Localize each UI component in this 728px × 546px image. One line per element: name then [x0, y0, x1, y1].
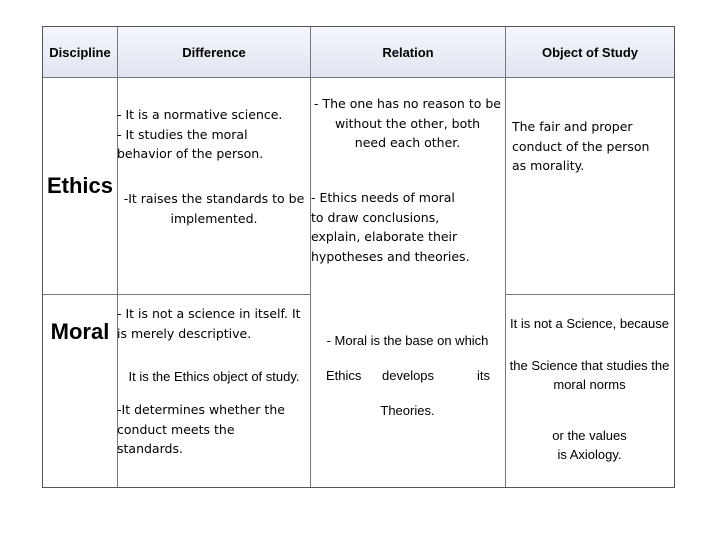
moral-object-text: or the values is Axiology. — [552, 428, 627, 462]
ethics-difference-text: -It raises the standards to be implemented. — [123, 191, 305, 226]
relation-word: its — [477, 368, 490, 383]
header-object-of-study: Object of Study — [506, 27, 674, 78]
ethics-object-text: The fair and proper conduct of the person as morality. — [512, 119, 650, 173]
moral-object-text: the Science that studies the moral norms — [509, 358, 670, 392]
relation-word: develops — [382, 368, 435, 383]
relation-text: Theories. — [380, 403, 435, 418]
relation-text: - Ethics needs of moral to draw conclusions, explain, elaborate their hypotheses and theories. — [311, 190, 470, 264]
header-discipline: Discipline — [43, 27, 117, 78]
discipline-moral: Moral — [50, 319, 110, 344]
row-divider — [505, 294, 674, 295]
header-difference: Difference — [118, 27, 310, 78]
discipline-ethics: Ethics — [46, 173, 114, 198]
relation-text: - Moral is the base on which — [326, 333, 489, 348]
moral-difference-text: It is the Ethics object of study. — [128, 369, 300, 384]
moral-difference-text: - It is not a science in itself. It is merely descriptive. — [117, 306, 301, 341]
ethics-moral-table — [42, 26, 675, 488]
relation-text: - The one has no reason to be without the other, both need each other. — [314, 96, 501, 150]
moral-object-text: It is not a Science, because — [510, 316, 669, 331]
column-divider — [505, 27, 506, 487]
ethics-difference-text: - It is a normative science. - It studies the moral behavior of the person. — [117, 107, 283, 161]
header-relation: Relation — [311, 27, 505, 78]
relation-word: Ethics — [326, 368, 362, 383]
moral-difference-text: -It determines whether the conduct meets the standards. — [117, 402, 285, 456]
